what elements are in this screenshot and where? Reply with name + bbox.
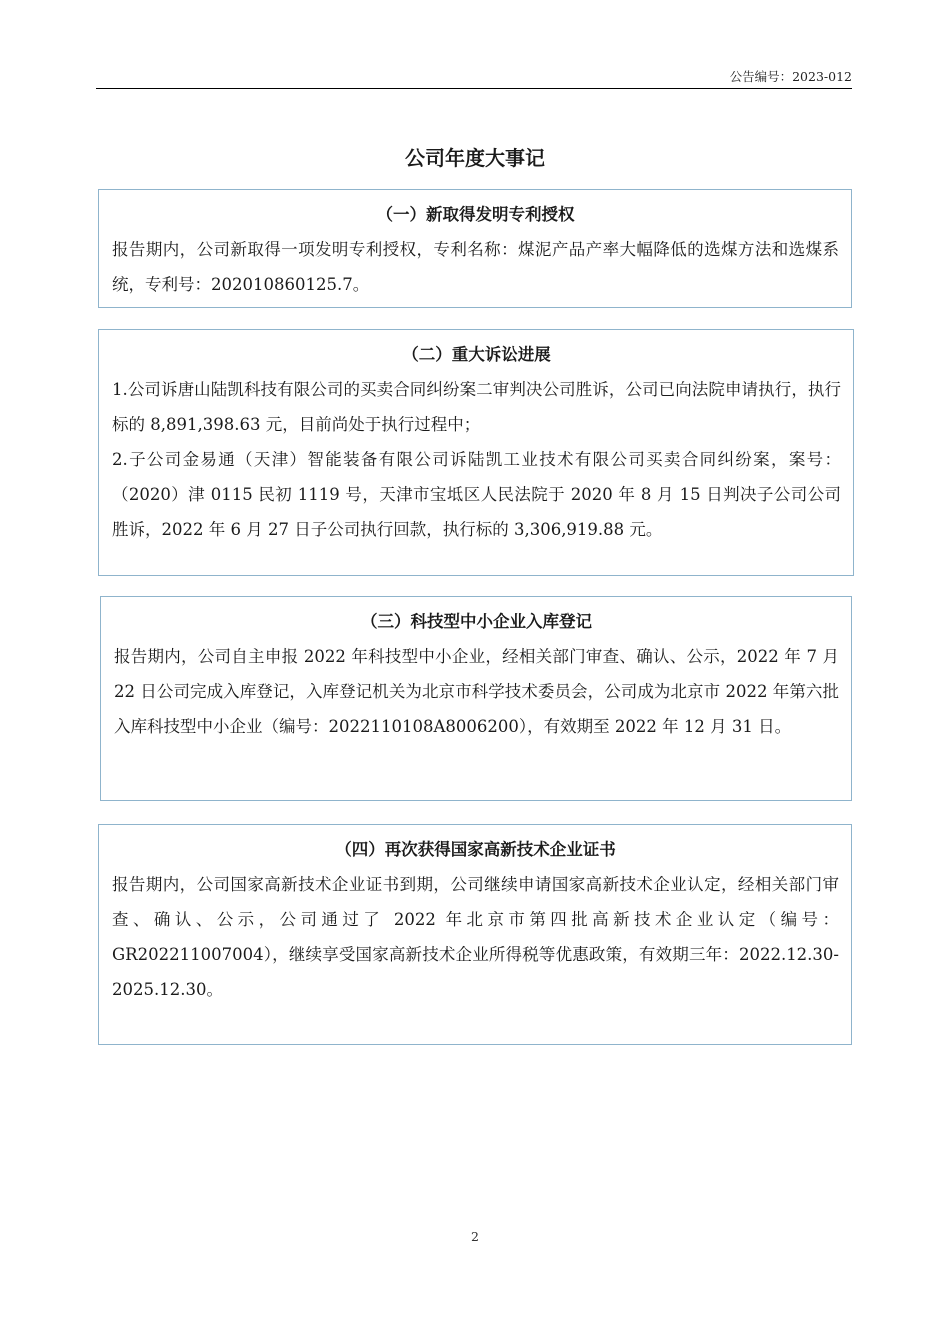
section-paragraph: 报告期内，公司自主申报 2022 年科技型中小企业，经相关部门审查、确认、公示，2022 年 7 月 22 日公司完成入库登记，入库登记机关为北京市科学技术委员会，公司成为北京市 2022 年第六批入库科技型中小企业（编号：2022110108A8006200），有效期至 2022 年 12 月 31 日。 bbox=[114, 647, 839, 736]
header-divider bbox=[96, 88, 852, 89]
section-title: （四）再次获得国家高新技术企业证书 bbox=[335, 840, 616, 859]
page-number: 2 bbox=[471, 1229, 479, 1244]
section-paragraph: 报告期内，公司新取得一项发明专利授权，专利名称：煤泥产品产率大幅降低的选煤方法和选煤系统，专利号：202010860125.7。 bbox=[112, 240, 839, 294]
section-title: （三）科技型中小企业入库登记 bbox=[361, 612, 592, 631]
section-sme-registration bbox=[100, 596, 852, 801]
section-paragraph: 2.子公司金易通（天津）智能装备有限公司诉陆凯工业技术有限公司买卖合同纠纷案，案号：（2020）津 0115 民初 1119 号，天津市宝坻区人民法院于 2020 年 8 月 15 日判决子公司公司胜诉，2022 年 6 月 27 日子公司执行回款，执行标的 3,306,919.88 元。 bbox=[112, 450, 841, 539]
section-paragraph: 1.公司诉唐山陆凯科技有限公司的买卖合同纠纷案二审判决公司胜诉，公司已向法院申请执行，执行标的 8,891,398.63 元，目前尚处于执行过程中； bbox=[112, 380, 841, 434]
section-title: （二）重大诉讼进展 bbox=[402, 345, 551, 364]
page-title: 公司年度大事记 bbox=[405, 146, 545, 170]
announcement-number: 公告编号：2023-012 bbox=[729, 69, 852, 84]
section-high-tech-certificate bbox=[98, 824, 852, 1045]
section-patent bbox=[98, 189, 852, 308]
section-title: （一）新取得发明专利授权 bbox=[376, 205, 575, 224]
section-paragraph: 报告期内，公司国家高新技术企业证书到期，公司继续申请国家高新技术企业认定，经相关部门审查、确认、公示，公司通过了 2022 年北京市第四批高新技术企业认定（编号：GR202211007004），继续享受国家高新技术企业所得税等优惠政策，有效期三年：2022.12.30-2025.12.30。 bbox=[112, 875, 839, 999]
section-litigation bbox=[98, 329, 854, 576]
